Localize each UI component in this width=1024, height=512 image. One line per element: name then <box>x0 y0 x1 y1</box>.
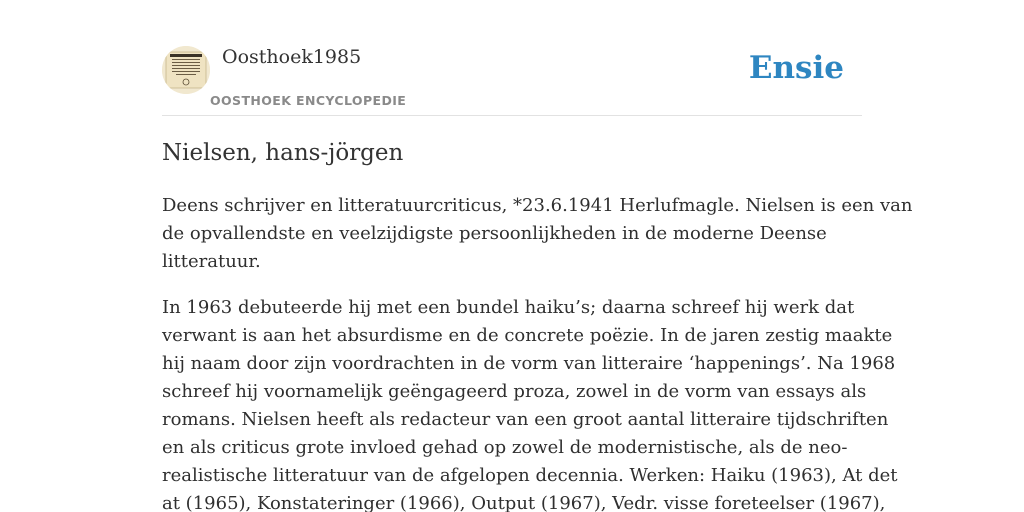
article-body <box>162 192 913 512</box>
site-logo[interactable]: Ensie <box>748 50 844 86</box>
source-label[interactable]: OOSTHOEK ENCYCLOPEDIE <box>210 93 407 108</box>
text-line: schreef hij voornamelijk geëngageerd proza, zowel in de vorm van essays als <box>162 381 867 402</box>
book-cover-icon <box>162 46 210 94</box>
article-paragraph <box>162 294 898 512</box>
text-line: litteratuur. <box>162 251 261 272</box>
text-line: Deens schrijver en litteratuurcriticus, *23.6.1941 Herlufmagle. Nielsen is een van <box>162 195 913 216</box>
text-line: In 1963 debuteerde hij met een bundel haiku’s; daarna schreef hij werk dat <box>162 297 855 318</box>
text-line: en als criticus grote invloed gehad op zowel de modernistische, als de neo- <box>162 437 848 458</box>
page-header <box>162 44 862 116</box>
text-line: realistische litteratuur van de afgelopen decennia. Werken: Haiku (1963), At det <box>162 465 898 486</box>
article-paragraph <box>162 192 913 276</box>
text-line: at (1965), Konstateringer (1966), Output (1967), Vedr. visse foreteelser (1967), <box>162 493 886 512</box>
author-name[interactable]: Oosthoek1985 <box>222 46 362 68</box>
text-line: verwant is aan het absurdisme en de concrete poëzie. In de jaren zestig maakte <box>162 325 893 346</box>
text-line: romans. Nielsen heeft als redacteur van een groot aantal litteraire tijdschriften <box>162 409 889 430</box>
author-avatar[interactable] <box>162 46 210 94</box>
text-line: de opvallendste en veelzijdigste persoonlijkheden in de moderne Deense <box>162 223 827 244</box>
page-title: Nielsen, hans-jörgen <box>162 140 404 166</box>
text-line: hij naam door zijn voordrachten in de vorm van litteraire ‘happenings’. Na 1968 <box>162 353 896 374</box>
